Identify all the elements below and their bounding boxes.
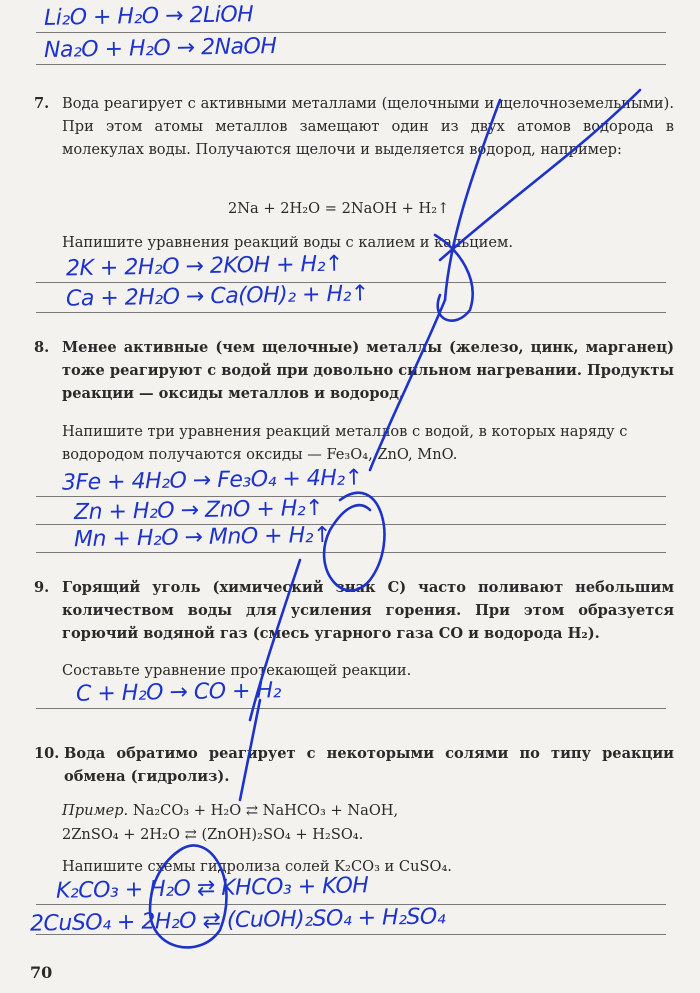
task-text: Горящий уголь (химический знак C) часто поливают небольшим количеством воды для усиления горения. При этом образуется горючий водяной газ (смесь угарного газа CO и водорода H₂). [62,579,674,642]
task-10 [34,742,674,788]
task-prompt: Составьте уравнение протекающей реакции. [62,662,412,679]
handwritten-answer: 2K + 2H₂O → 2KOH + H₂↑ [65,251,344,282]
task-number: 8. [34,339,50,356]
example-equation: 2ZnSO₄ + 2H₂O ⇄ (ZnOH)₂SO₄ + H₂SO₄. [62,826,364,843]
handwritten-answer: C + H₂O → CO + H₂ [75,678,282,707]
answer-line [36,934,666,935]
task-9 [34,576,674,645]
answer-line [36,312,666,313]
task-prompt: Напишите уравнения реакций воды с калием и кальцием. [62,234,513,251]
task-number: 9. [34,579,50,596]
page-number: 70 [30,963,53,982]
task-8 [34,336,674,405]
answer-line [36,496,666,497]
example-equation: 2Na + 2H₂O = 2NaOH + H₂↑ [228,200,450,217]
task-number: 7. [34,95,50,112]
handwritten-answer: Mn + H₂O → MnO + H₂↑ [73,522,332,553]
handwritten-answer: Ca + 2H₂O → Ca(OH)₂ + H₂↑ [65,281,369,312]
example-line-1 [62,802,398,819]
handwritten-answer: Zn + H₂O → ZnO + H₂↑ [73,495,324,526]
example-equation: Na₂CO₃ + H₂O ⇄ NaHCO₃ + NaOH, [132,802,399,819]
task-prompt: Напишите три уравнения реакций металлов с водой, в которых наряду с водородом получаются оксиды — Fe₃O₄, ZnO, MnO. [62,423,628,463]
task-prompt: Напишите схемы гидролиза солей K₂CO₃ и CuSO₄. [62,858,452,875]
answer-line [36,552,666,553]
task-text: Вода реагирует с активными металлами (щелочными и щелочноземельными). При этом атомы металлов замещают один из двух атомов водорода в молекулах воды. Получаются щелочи и выделяется водород, например: [62,95,674,158]
task-number: 10. [34,745,60,762]
handwritten-answer-top-1: Li₂O + H₂O → 2LiOH [43,2,254,31]
handwritten-answer: 3Fe + 4H₂O → Fe₃O₄ + 4H₂↑ [61,465,363,496]
handwritten-answer-top-2: Na₂O + H₂O → 2NaOH [43,33,277,64]
task-text: Вода обратимо реагирует с некоторыми солями по типу реакции обмена (гидролиз). [64,745,674,785]
answer-line [36,904,666,905]
task-text: Менее активные (чем щелочные) металлы (железо, цинк, марганец) тоже реагируют с водой при довольно сильном нагревании. Продукты реакции — оксиды металлов и водород. [62,339,674,402]
answer-line [36,64,666,65]
handwritten-answer: K₂CO₃ + H₂O ⇄ KHCO₃ + KOH [55,873,369,904]
task-7 [34,92,674,161]
handwritten-answer: 2CuSO₄ + 2H₂O ⇄ (CuOH)₂SO₄ + H₂SO₄ [29,904,446,937]
answer-line [36,32,666,33]
example-label: Пример. [62,802,129,819]
answer-line [36,708,666,709]
answer-line [36,524,666,525]
